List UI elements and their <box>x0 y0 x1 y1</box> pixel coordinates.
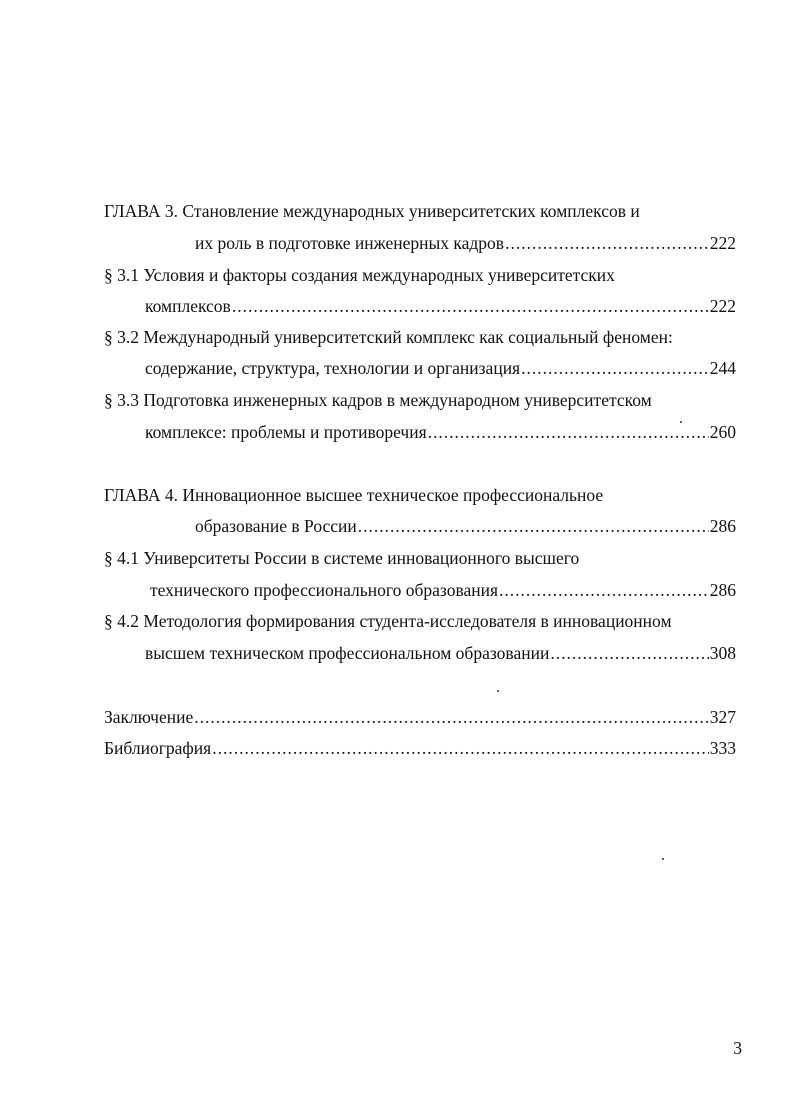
scan-speck <box>680 421 682 423</box>
conclusion-entry[interactable] <box>104 702 736 732</box>
conclusion-label: Заключение <box>104 707 194 727</box>
page-ref: 222 <box>709 233 736 253</box>
page-number: 3 <box>733 1038 742 1058</box>
section-3-2-title <box>104 322 736 352</box>
section-3-1-title <box>104 260 736 290</box>
dot-leader <box>505 228 709 258</box>
section-3-3-entry[interactable] <box>145 417 736 447</box>
dot-leader <box>358 511 709 541</box>
section-4-2-entry[interactable] <box>145 638 736 668</box>
dot-leader <box>194 702 709 732</box>
section-3-2-cont: содержание, структура, технологии и организация <box>145 358 521 378</box>
section-4-2-text: § 4.2 Методология формирования студента-исследователя в инновационном <box>104 611 672 631</box>
page-ref: 308 <box>709 643 736 663</box>
section-4-1-cont: технического профессионального образования <box>150 580 499 600</box>
page-ref: 327 <box>709 707 736 727</box>
chapter-3-title-cont: их роль в подготовке инженерных кадров <box>195 233 505 253</box>
page-ref: 286 <box>709 580 736 600</box>
chapter-4-title-text: ГЛАВА 4. Инновационное высшее техническое профессиональное <box>104 485 604 505</box>
section-4-1-text: § 4.1 Университеты России в системе инновационного высшего <box>104 548 580 568</box>
scan-speck <box>497 690 499 692</box>
section-3-1-cont: комплексов <box>145 296 231 316</box>
bibliography-entry[interactable] <box>104 733 736 763</box>
dot-leader <box>212 733 709 763</box>
scan-speck <box>662 858 664 860</box>
section-4-1-entry[interactable] <box>150 575 736 605</box>
page-ref: 333 <box>709 738 736 758</box>
section-4-2-cont: высшем техническом профессиональном образовании <box>145 643 550 663</box>
page-ref: 244 <box>709 358 736 378</box>
section-3-1-text: § 3.1 Условия и факторы создания международных университетских <box>104 265 615 285</box>
section-4-2-title <box>104 606 736 636</box>
page-ref: 222 <box>709 296 736 316</box>
dot-leader <box>428 417 709 447</box>
section-3-2-entry[interactable] <box>145 353 736 383</box>
chapter-4-title <box>104 480 736 510</box>
section-3-3-title <box>104 385 736 415</box>
section-3-1-entry[interactable] <box>145 291 736 321</box>
dot-leader <box>521 353 709 383</box>
dot-leader <box>232 291 709 321</box>
section-3-2-text: § 3.2 Международный университетский комплекс как социальный феномен: <box>104 327 673 347</box>
dot-leader <box>550 638 708 668</box>
chapter-3-title <box>104 196 736 226</box>
chapter-4-title-cont: образование в России <box>195 516 357 536</box>
section-4-1-title <box>104 543 736 573</box>
section-3-3-cont: комплексе: проблемы и противоречия <box>145 422 427 442</box>
chapter-4-entry[interactable] <box>195 511 736 541</box>
bibliography-label: Библиография <box>104 738 212 758</box>
page-ref: 286 <box>709 516 736 536</box>
section-3-3-text: § 3.3 Подготовка инженерных кадров в международном университетском <box>104 390 652 410</box>
dot-leader <box>499 575 709 605</box>
chapter-3-title-text: ГЛАВА 3. Становление международных университетских комплексов и <box>104 201 640 221</box>
page-ref: 260 <box>709 422 736 442</box>
chapter-3-entry[interactable] <box>195 228 736 258</box>
